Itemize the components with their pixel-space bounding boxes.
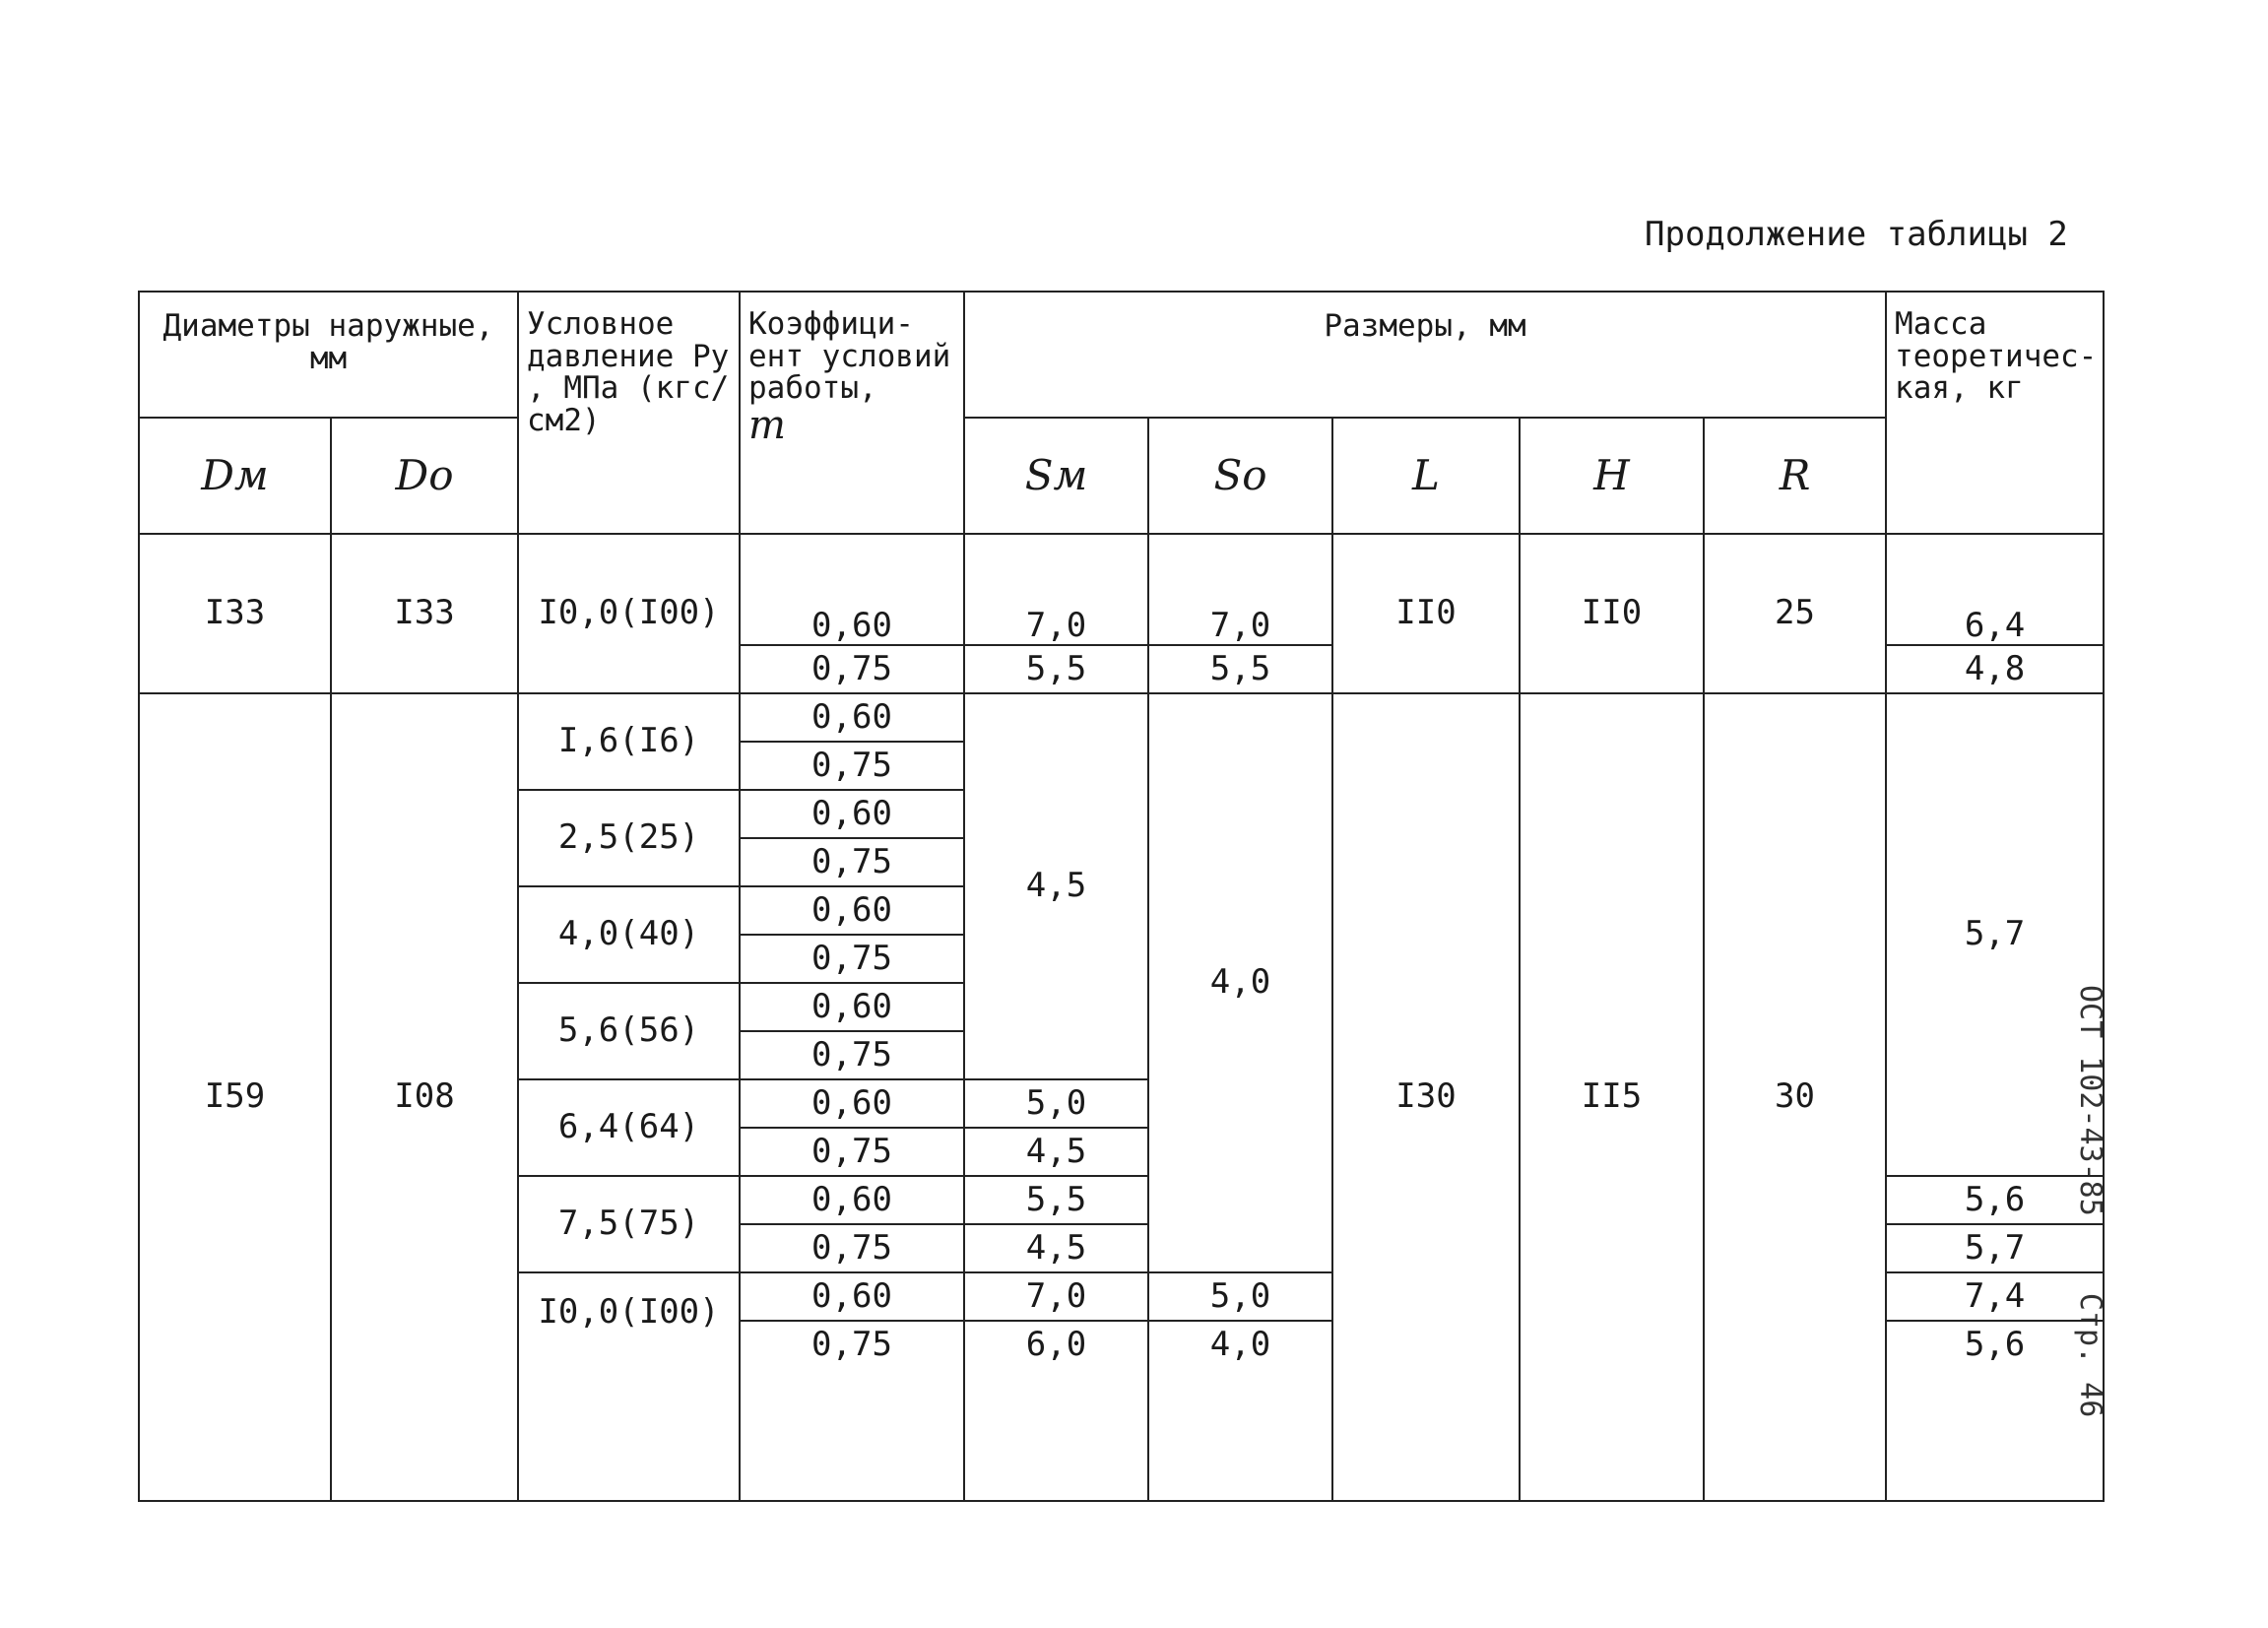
table-row [139, 693, 2104, 742]
cell-m: 0,75 [740, 1224, 964, 1272]
cell-mass: 5,7 [1886, 1224, 2104, 1272]
cell-sm: 4,5 [964, 693, 1148, 1079]
cell-sm: 5,0 [964, 1079, 1148, 1128]
cell-dm: I33 [139, 534, 331, 693]
cell-m: 0,75 [740, 1321, 964, 1368]
cell-r: 25 [1704, 534, 1886, 693]
cell-sm: 5,5 [964, 1176, 1148, 1224]
cell-pressure: 2,5(25) [518, 790, 740, 886]
header-row [139, 292, 2104, 418]
cell-mass-empty [1886, 1368, 2104, 1501]
cell-dm: I59 [139, 693, 331, 1501]
cell-pressure: 5,6(56) [518, 983, 740, 1079]
header-sm: Sм [964, 418, 1148, 534]
cell-mass: 6,4 [1886, 534, 2104, 645]
cell-r: 30 [1704, 693, 1886, 1501]
cell-pressure: 6,4(64) [518, 1079, 740, 1176]
table-row [139, 534, 2104, 645]
cell-h: II5 [1520, 693, 1704, 1501]
cell-m: 0,60 [740, 534, 964, 645]
dimensions-table [138, 291, 2105, 1502]
cell-m: 0,75 [740, 935, 964, 983]
header-coefficient [740, 292, 964, 534]
cell-m: 0,75 [740, 1128, 964, 1176]
cell-pressure: I,6(I6) [518, 693, 740, 790]
cell-h: II0 [1520, 534, 1704, 693]
cell-m: 0,60 [740, 886, 964, 935]
cell-pressure: 4,0(40) [518, 886, 740, 983]
cell-sm: 7,0 [964, 1272, 1148, 1321]
cell-sm-empty [964, 1368, 1148, 1501]
cell-so: 4,0 [1148, 1321, 1332, 1368]
header-coefficient-symbol: m [748, 402, 786, 448]
cell-sm: 4,5 [964, 1128, 1148, 1176]
cell-mass: 5,7 [1886, 693, 2104, 1176]
cell-mass: 4,8 [1886, 645, 2104, 693]
header-mass: Масса теоретичес-кая, кг [1886, 292, 2104, 534]
cell-m: 0,60 [740, 983, 964, 1031]
cell-m: 0,75 [740, 1031, 964, 1079]
cell-pressure: 7,5(75) [518, 1176, 740, 1272]
cell-l: II0 [1332, 534, 1520, 693]
cell-m: 0,60 [740, 790, 964, 838]
header-sizes: Размеры, мм [964, 292, 1886, 418]
page-number: Стр. 46 [2073, 1292, 2107, 1418]
cell-m: 0,75 [740, 742, 964, 790]
cell-l: I30 [1332, 693, 1520, 1501]
cell-mass: 5,6 [1886, 1321, 2104, 1368]
header-diameters: Диаметры наружные, мм [139, 292, 518, 418]
cell-sm: 4,5 [964, 1224, 1148, 1272]
header-l: L [1332, 418, 1520, 534]
header-dm: Dм [139, 418, 331, 534]
cell-m-empty [740, 1368, 964, 1501]
table-caption: Продолжение таблицы 2 [1645, 215, 2068, 254]
cell-so: 5,0 [1148, 1272, 1332, 1321]
cell-do: I33 [331, 534, 518, 693]
header-r: R [1704, 418, 1886, 534]
header-pressure: Условное давление Pу , МПа (кгс/см2) [518, 292, 740, 534]
header-coefficient-text: Коэффици-ент условий работы, [748, 306, 951, 407]
cell-m: 0,60 [740, 693, 964, 742]
cell-so: 5,5 [1148, 645, 1332, 693]
cell-do: I08 [331, 693, 518, 1501]
cell-m: 0,75 [740, 645, 964, 693]
symbol-row [139, 418, 2104, 534]
cell-mass: 5,6 [1886, 1176, 2104, 1224]
document-number: ОСТ 102-43-85 [2073, 985, 2107, 1216]
cell-m: 0,60 [740, 1176, 964, 1224]
cell-pressure: I0,0(I00) [518, 534, 740, 693]
cell-sm: 7,0 [964, 534, 1148, 645]
header-so: Sо [1148, 418, 1332, 534]
cell-m: 0,75 [740, 838, 964, 886]
header-h: H [1520, 418, 1704, 534]
cell-so: 4,0 [1148, 693, 1332, 1272]
cell-mass: 7,4 [1886, 1272, 2104, 1321]
cell-pressure: I0,0(I00) [518, 1272, 740, 1501]
cell-m: 0,60 [740, 1272, 964, 1321]
header-do: Dо [331, 418, 518, 534]
cell-so-empty [1148, 1368, 1332, 1501]
cell-m: 0,60 [740, 1079, 964, 1128]
cell-sm: 6,0 [964, 1321, 1148, 1368]
cell-so: 7,0 [1148, 534, 1332, 645]
cell-sm: 5,5 [964, 645, 1148, 693]
